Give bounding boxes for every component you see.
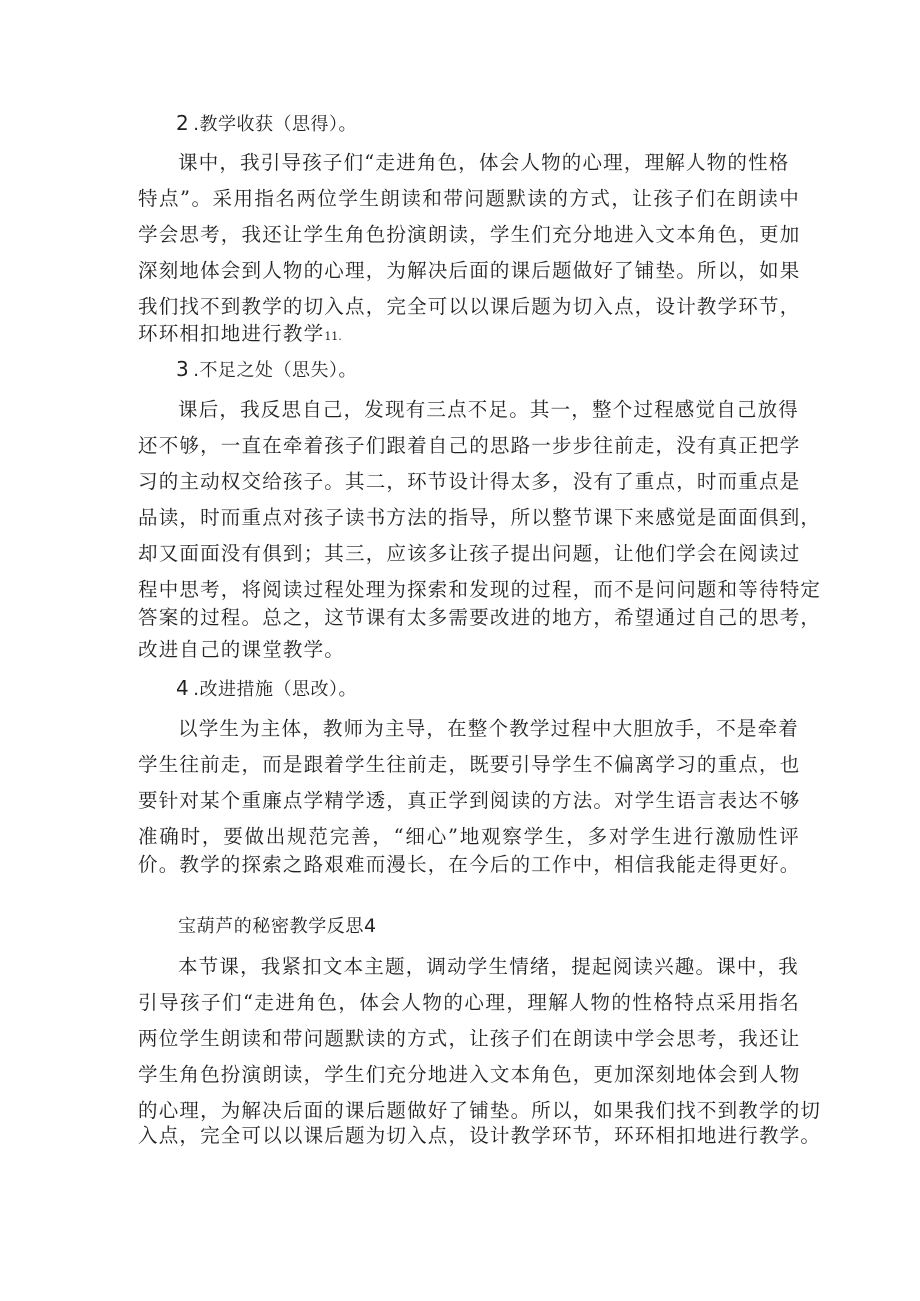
paragraph-line: 学生往前走，而是跟着学生往前走，既要引导学生不偏离学习的重点，也 [138,753,801,776]
section-number: 3 [176,357,190,381]
paragraph-line: 本节课，我紧扣文本主题，调动学生情绪，提起阅读兴趣。课中，我 [178,955,800,978]
paragraph-line: 学生角色扮演朗读，学生们充分地进入文本角色，更加深刻地体会到人物 [138,1063,801,1086]
section-heading-text: .不足之处（思失）。 [193,360,357,381]
paragraph-last-line: 入点，完全可以以课后题为切入点，设计教学环节，环环相扣地进行教学。 [138,1124,822,1147]
paragraph-line: 习的主动权交给孩子。其二，环节设计得太多，没有了重点，时而重点是 [138,470,801,493]
section-heading-2 [176,111,357,137]
paragraph-line: 答案的过程。总之，这节课有太多需要改进的地方，希望通过自己的思考， [138,606,822,629]
section-heading-4 [176,676,357,702]
paragraph-last-line: 改进自己的课堂教学。 [138,638,346,661]
paragraph-line: 课后，我反思自己，发现有三点不足。其一，整个过程感觉自己放得 [178,398,800,421]
paragraph-line: 深刻地体会到人物的心理，为解决后面的课后题做好了铺垫。所以，如果 [138,259,801,282]
paragraph-line: 还不够，一直在牵着孩子们跟着自己的思路一步步往前走，没有真正把学 [138,434,801,457]
paragraph-last-line: 价。教学的探索之路艰难而漫长，在今后的工作中，相信我能走得更好。 [138,853,801,876]
paragraph-last-line-text: 环环相扣地进行教学 [138,322,325,345]
section-heading-3 [176,357,357,383]
paragraph-line: 以学生为主体，教师为主导，在整个教学过程中大胆放手，不是牵着 [178,717,800,740]
paragraph-line: 品读，时而重点对孩子读书方法的指导，所以整节课下来感觉是面面俱到， [138,506,822,529]
paragraph-line: 要针对某个重廉点学精学透，真正学到阅读的方法。对学生语言表达不够 [138,789,801,812]
paragraph-line: 课中，我引导孩子们“走进角色，体会人物的心理，理解人物的性格 [178,151,790,174]
paragraph-line: 学会思考，我还让学生角色扮演朗读，学生们充分地进入文本角色，更加 [138,223,801,246]
article-title-number: 4 [364,915,377,937]
article-title [178,914,377,939]
article-title-text: 宝葫芦的秘密教学反思 [178,916,364,937]
paragraph-line: 准确时，要做出规范完善，“细心”地观察学生，多对学生进行激励性评 [138,825,800,848]
section-number: 2 [176,111,190,135]
paragraph-last-line [138,322,342,349]
paragraph-line: 引导孩子们“走进角色，体会人物的心理，理解人物的性格特点采用指名 [138,991,800,1014]
paragraph-line: 特点”。采用指名两位学生朗读和带问题默读的方式，让孩子们在朗读中 [138,187,800,210]
paragraph-line: 程中思考，将阅读过程处理为探索和发现的过程，而不是问问题和等待特定 [138,578,822,601]
paragraph-line: 的心理，为解决后面的课后题做好了铺垫。所以，如果我们找不到教学的切 [138,1099,822,1122]
paragraph-line: 却又面面没有俱到；其三，应该多让孩子提出问题，让他们学会在阅读过 [138,542,801,565]
section-heading-text: .改进措施（思改）。 [193,679,357,700]
section-number: 4 [176,676,190,700]
paragraph-line: 我们找不到教学的切入点，完全可以以课后题为切入点，设计教学环节， [138,295,801,318]
footnote-mark: 11. [324,330,342,343]
section-heading-text: .教学收获（思得）。 [193,114,357,135]
paragraph-line: 两位学生朗读和带问题默读的方式，让孩子们在朗读中学会思考，我还让 [138,1027,801,1050]
